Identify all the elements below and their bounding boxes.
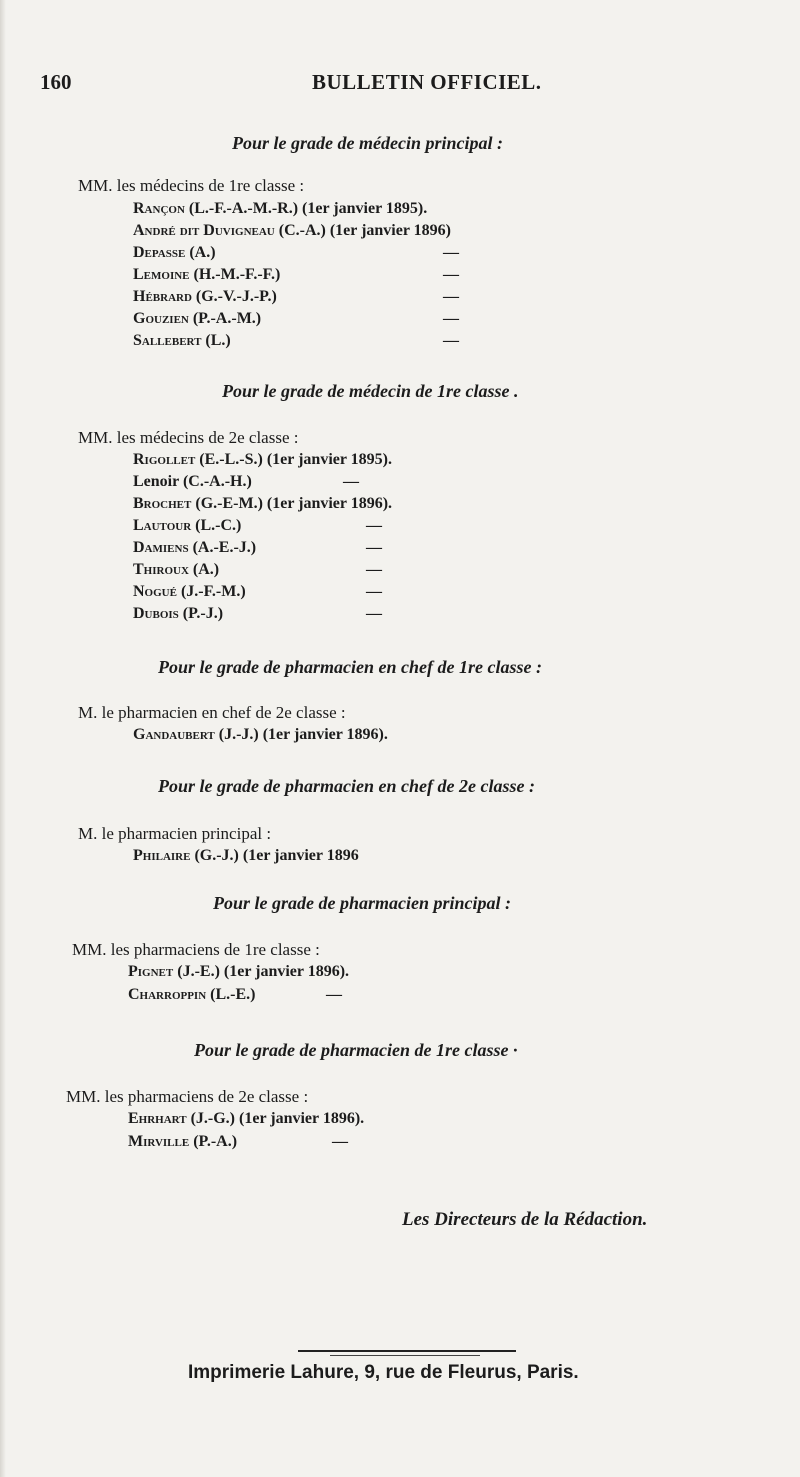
ditto-dash: — [443, 310, 459, 327]
entry-details: (A.-E.-J.) [188, 539, 257, 556]
signature: Les Directeurs de la Rédaction. [402, 1209, 648, 1230]
entry-name: Lemoine [133, 266, 190, 283]
list-item [133, 583, 246, 601]
ditto-dash: — [443, 266, 459, 283]
list-item [128, 986, 256, 1004]
entry-name: Rigollet [133, 451, 196, 468]
ditto-dash: — [332, 1133, 348, 1150]
section-intro: MM. les médecins de 1re classe : [78, 176, 305, 195]
entry-name: Hébrard [133, 288, 192, 305]
entry-name: Ehrhart [128, 1110, 187, 1127]
ditto-dash: — [366, 561, 382, 578]
entry-details: (G.-E-M.) (1er janvier 1896). [191, 495, 393, 512]
entry-name: Gouzien [133, 310, 189, 327]
entry-name: Thiroux [133, 561, 189, 578]
entry-name: Damiens [133, 539, 189, 556]
ditto-dash: — [366, 539, 382, 556]
entry-name: Lenoir [133, 473, 179, 490]
section-intro: MM. les médecins de 2e classe : [78, 428, 299, 447]
ditto-dash: — [366, 517, 382, 534]
list-item [133, 332, 231, 350]
entry-name: Depasse [133, 244, 186, 261]
page-edge-shadow [0, 0, 6, 1477]
entry-details: (G.-V.-J.-P.) [191, 288, 277, 305]
list-item [128, 1133, 237, 1151]
entry-details: (J.-E.) (1er janvier 1896). [173, 963, 350, 980]
list-item [133, 473, 252, 491]
section-heading: Pour le grade de médecin de 1re classe . [222, 381, 519, 401]
entry-details: (P.-A.-M.) [188, 310, 262, 327]
entry-name: Philaire [133, 847, 191, 864]
divider [330, 1355, 480, 1356]
entry-details: (L.-F.-A.-M.-R.) (1er janvier 1895). [184, 200, 428, 217]
entry-name: Nogué [133, 583, 177, 600]
ditto-dash: — [326, 986, 342, 1003]
ditto-dash: — [343, 473, 359, 490]
entry-details: (A.) [185, 244, 216, 261]
entry-details: (L.-E.) [206, 986, 256, 1003]
ditto-dash: — [443, 288, 459, 305]
section-intro: MM. les pharmaciens de 2e classe : [66, 1087, 309, 1106]
section-heading: Pour le grade de pharmacien de 1re classe · [194, 1040, 518, 1060]
section-heading: Pour le grade de pharmacien en chef de 1re classe : [158, 657, 542, 677]
entry-name: Sallebert [133, 332, 202, 349]
page-number: 160 [40, 70, 72, 94]
entry-name: Brochet [133, 495, 192, 512]
section-intro: M. le pharmacien principal : [78, 824, 272, 843]
entry-details: (C.-A.-H.) [178, 473, 252, 490]
entry-details: (J.-J.) (1er janvier 1896). [214, 726, 388, 743]
entry-details: (J.-F.-M.) [176, 583, 246, 600]
section-heading: Pour le grade de pharmacien en chef de 2e classe : [158, 776, 535, 796]
list-item [133, 244, 216, 262]
list-item [133, 288, 277, 306]
entry-details: (C.-A.) (1er janvier 1896) [274, 222, 451, 239]
entry-details: (A.) [188, 561, 220, 578]
divider [298, 1350, 516, 1352]
list-item [133, 605, 223, 623]
entry-name: Gandaubert [133, 726, 215, 743]
list-item [133, 266, 280, 284]
list-item [133, 726, 388, 744]
list-item [133, 495, 392, 513]
entry-name: Pignet [128, 963, 174, 980]
entry-name: Mirville [128, 1133, 190, 1150]
entry-details: (J.-G.) (1er janvier 1896). [186, 1110, 365, 1127]
entry-name: Lautour [133, 517, 192, 534]
ditto-dash: — [366, 583, 382, 600]
list-item [133, 451, 392, 469]
entry-name: André dit Duvigneau [133, 222, 275, 239]
list-item [128, 963, 349, 981]
section-heading: Pour le grade de pharmacien principal : [213, 893, 511, 913]
list-item [133, 539, 256, 557]
ditto-dash: — [366, 605, 382, 622]
list-item [133, 310, 261, 328]
list-item [133, 517, 241, 535]
entry-details: (L.-C.) [191, 517, 242, 534]
entry-details: (H.-M.-F.-F.) [189, 266, 281, 283]
list-item [133, 200, 427, 218]
entry-details: (P.-J.) [178, 605, 224, 622]
entry-name: Charroppin [128, 986, 207, 1003]
entry-name: Rançon [133, 200, 185, 217]
entry-details: (G.-J.) (1er janvier 1896 [190, 847, 359, 864]
list-item [128, 1110, 364, 1128]
entry-name: Dubois [133, 605, 179, 622]
entry-details: (E.-L.-S.) (1er janvier 1895). [195, 451, 393, 468]
ditto-dash: — [443, 244, 459, 261]
entry-details: (P.-A.) [189, 1133, 238, 1150]
list-item [133, 847, 359, 865]
list-item [133, 561, 219, 579]
section-heading: Pour le grade de médecin principal : [232, 133, 503, 153]
list-item [133, 222, 451, 240]
page-title: BULLETIN OFFICIEL. [312, 70, 542, 94]
entry-details: (L.) [201, 332, 231, 349]
ditto-dash: — [443, 332, 459, 349]
section-intro: M. le pharmacien en chef de 2e classe : [78, 703, 346, 722]
printer-footer: Imprimerie Lahure, 9, rue de Fleurus, Paris. [188, 1362, 579, 1383]
section-intro: MM. les pharmaciens de 1re classe : [72, 940, 320, 959]
